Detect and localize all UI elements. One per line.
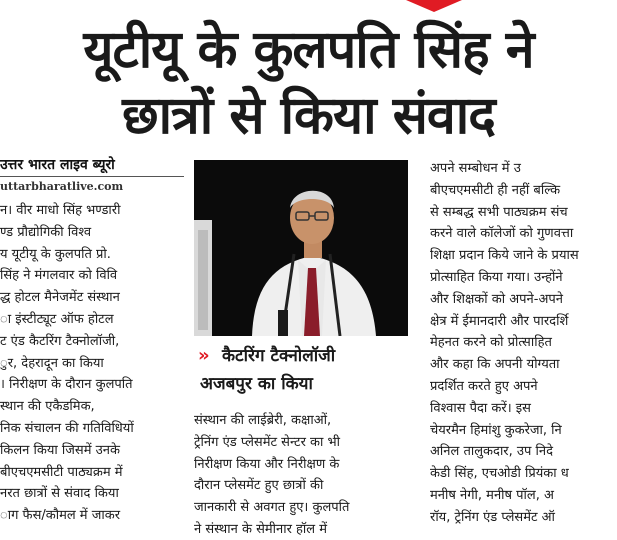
article-line: चेयरमैन हिमांशु कुकरेजा, नि (430, 422, 562, 438)
article-line: द्ध होटल मैनेजमेंट संस्थान (0, 290, 120, 306)
article-line: संस्थान की लाईब्रेरी, कक्षाओं, (194, 413, 332, 428)
article-line: जानकारी से अवगत हुए। कुलपति (194, 500, 350, 516)
article-line: से सम्बद्ध सभी पाठ्यक्रम संच (430, 204, 568, 220)
article-line: मनीष नेगी, मनीष पॉल, अ (430, 487, 554, 503)
article-line: क्षेत्र में ईमानदारी और पारदर्शि (430, 313, 569, 329)
photo-illustration (194, 160, 408, 336)
headline-line-2: छात्रों से किया संवाद (122, 86, 495, 146)
article-line: । निरीक्षण के दौरान कुलपति (0, 377, 133, 393)
article-line: न। वीर माधो सिंह भण्डारी (0, 203, 121, 218)
article-column-2 (194, 410, 412, 540)
article-line: प्रोत्साहित किया गया। उन्होंने (430, 269, 563, 285)
article-line: दौरान प्लेसमेंट हुए छात्रों की (194, 478, 324, 494)
article-line: किलन किया जिसमें उनके (0, 442, 120, 458)
article-column-3 (430, 158, 617, 540)
photo-caption-line-1: कैटरिंग टैक्नोलॉजी (222, 346, 336, 366)
article-line: निक संचालन की गतिविधियों (0, 420, 134, 436)
article-line: स्थान की एकैडमिक, (0, 399, 95, 415)
article-line: अपने सम्बोधन में उ (430, 161, 521, 176)
chevron-right-icon: » (198, 345, 210, 366)
article-line: ने संस्थान के सेमीनार हॉल में (194, 521, 328, 537)
article-line: ण्ड प्रौद्योगिकी विश्व (0, 224, 92, 240)
article-line: शिक्षा प्रदान किये जाने के प्रयास (430, 248, 579, 264)
article-line: मेहनत करने को प्रोत्साहित (430, 335, 552, 351)
red-triangle-decoration (406, 0, 462, 12)
article-line: ट्रेनिंग एंड प्लेसमेंट सेन्टर का भी (194, 434, 341, 450)
article-line: अनिल तालुकदार, उप निदे (430, 444, 554, 460)
photo-caption-line-2: अजबपुर का किया (200, 374, 313, 394)
article-line: सिंह ने मंगलवार को विवि (0, 268, 118, 284)
article-line: प्रदर्शित करते हुए अपने (430, 378, 538, 394)
article-line: नरत छात्रों से संवाद किया (0, 486, 119, 502)
article-line: बीएचएमसीटी पाठ्यक्रम में (0, 464, 123, 480)
article-line: और शिक्षकों को अपने-अपने (430, 291, 563, 307)
article-line: केडी सिंह, एचओडी प्रियंका ध (430, 466, 569, 482)
article-line: और कहा कि अपनी योग्यता (430, 357, 560, 373)
byline: उत्तर भारत लाइव ब्यूरो (0, 157, 115, 173)
article-line: निरीक्षण किया और निरीक्षण के (194, 456, 340, 472)
article-line: करने वाले कॉलेजों को गुणवत्ता (430, 226, 574, 242)
article-line: य यूटीयू के कुलपति प्रो. (0, 246, 111, 262)
photo-caption (200, 342, 422, 398)
article-line: विश्वास पैदा करें। इस (430, 400, 531, 416)
article-column-1 (0, 200, 186, 540)
article-line: ट एंड कैटरिंग टैक्नोलॉजी, (0, 333, 120, 349)
article-line: रॉय, ट्रेनिंग एंड प्लेसमेंट ऑ (430, 509, 555, 525)
news-photo (194, 160, 408, 336)
article-line: ाग फैस/कौमल में जाकर (0, 508, 121, 524)
article-line: ा इंस्टीट्यूट ऑफ होटल (0, 311, 114, 327)
article-line: ुर, देहरादून का किया (0, 355, 104, 371)
article-line: बीएचएमसीटी ही नहीं बल्कि (430, 182, 561, 198)
website-credit: uttarbharatlive.com (0, 180, 124, 193)
byline-divider (0, 176, 184, 177)
headline-line-1: यूटीयू के कुलपति सिंह ने (83, 20, 534, 80)
